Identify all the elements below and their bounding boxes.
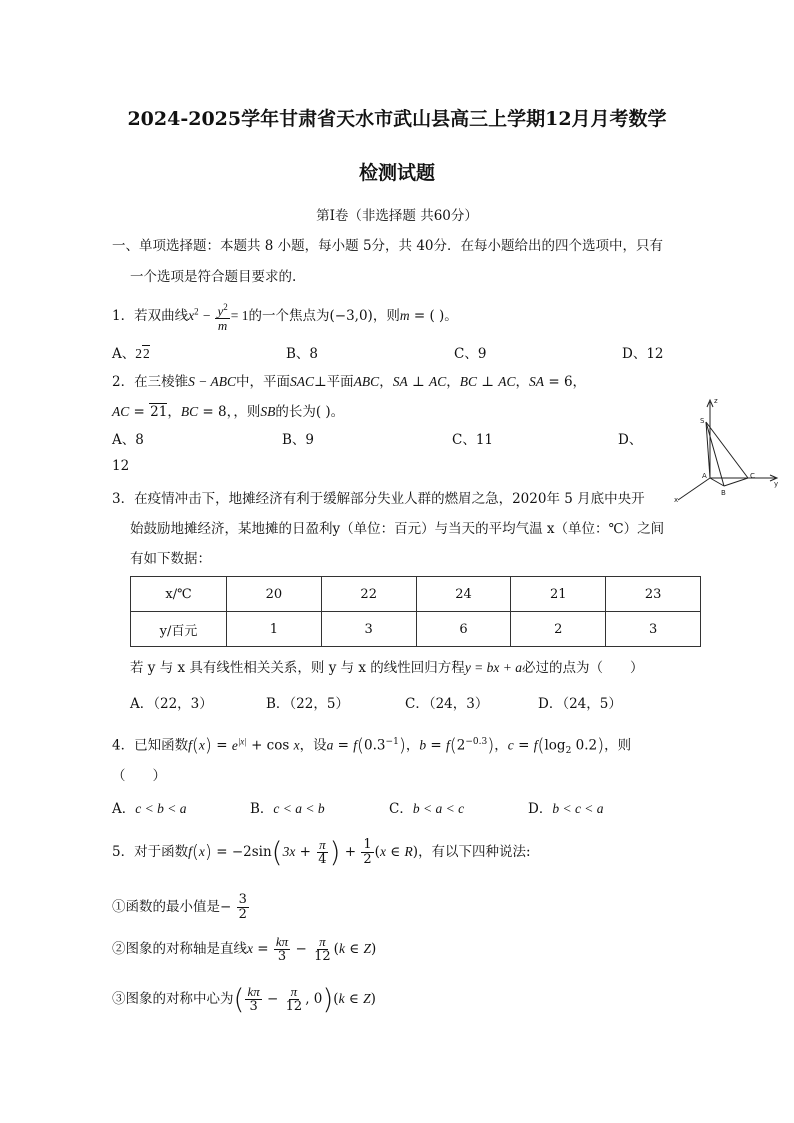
q2-option-a: A、8 bbox=[112, 432, 144, 448]
question-3-line2: 始鼓励地摊经济，某地摊的日盈利y（单位：百元）与当天的平均气温 x（单位：℃）之间 bbox=[130, 521, 665, 537]
question-5: 5．对于函数f(x) = −2sin(3x + $\frac{\pi}{4}$ ) + $\frac{1}{2}$ (x ∈ R)，有以下四种说法: bbox=[112, 835, 531, 869]
q2-option-b: B、9 bbox=[282, 432, 315, 448]
q2-option-d-value: 12 bbox=[112, 458, 130, 474]
question-2-line2: AC = 21，BC = 8，，则SB的长为( )。 bbox=[112, 404, 345, 420]
question-1: 1．若双曲线$x^2$ − $\frac{y^2}{m}$ = 1的一个焦点为(−3,0)，则m = ( )。 bbox=[112, 302, 458, 334]
table-cell: 2 bbox=[511, 612, 606, 647]
label-y: y bbox=[774, 480, 779, 488]
label-x: x bbox=[674, 496, 679, 504]
x-axis bbox=[678, 478, 710, 500]
page-title-line2: 检测试题 bbox=[358, 162, 435, 184]
q4-option-c: C．b < a < c bbox=[389, 801, 465, 817]
q4-option-b: B．c < a < b bbox=[250, 801, 325, 817]
table-cell: 20 bbox=[227, 577, 322, 612]
label-b: B bbox=[721, 489, 726, 497]
question-3-line3: 有如下数据： bbox=[130, 551, 211, 567]
q2-option-d: D、 bbox=[618, 432, 643, 448]
q1-var: m bbox=[399, 307, 410, 323]
q1-option-c: C、9 bbox=[454, 346, 487, 362]
question-2-line1: 2．在三棱锥S − ABC中，平面SAC⊥平面ABC，SA ⊥ AC，BC ⊥ AC，SA = 6， bbox=[112, 374, 587, 390]
table-header-cell: x/℃ bbox=[131, 577, 227, 612]
pyramid-figure bbox=[664, 394, 782, 504]
table-cell: 24 bbox=[416, 577, 511, 612]
label-s: S bbox=[700, 417, 705, 425]
statement-1: ①函数的最小值是− $\frac{3}{2}$ bbox=[112, 892, 247, 922]
question-3-line1: 3．在疫情冲击下，地摊经济有利于缓解部分失业人群的燃眉之急，2020年 5 月底中央开 bbox=[112, 491, 645, 507]
edge-sc bbox=[706, 422, 748, 478]
table-row bbox=[131, 577, 701, 612]
section-heading: 第Ⅰ卷（非选择题 共60分） bbox=[316, 208, 478, 224]
part-heading-cont: 一个选项是符合题目要求的. bbox=[130, 269, 297, 285]
q3-option-a: A．（22，3） bbox=[130, 696, 213, 712]
q3-question: 若 y 与 x 具有线性相关关系，则 y 与 x 的线性回归方程y = bx + a必过的点为（ ） bbox=[130, 660, 644, 676]
q1-mid: 的一个焦点为 bbox=[248, 307, 330, 324]
page-title: 2024-2025学年甘肃省天水市武山县高三上学期12月月考数学 bbox=[127, 108, 667, 130]
q4-option-a: A．c < b < a bbox=[112, 801, 187, 817]
q3-option-b: B．（22，5） bbox=[266, 696, 349, 712]
q1-option-b: B、8 bbox=[286, 346, 319, 362]
table-cell: 22 bbox=[321, 577, 416, 612]
table-cell: 1 bbox=[227, 612, 322, 647]
data-table bbox=[130, 576, 701, 647]
q3-option-d: D．（24，5） bbox=[538, 696, 622, 712]
table-cell: 3 bbox=[606, 612, 701, 647]
question-4: 4．已知函数$f(x) = e^{|x|} + \cos x$，设$a = f(0.3^{-1})$，$b = f(2^{-0.3})$，$c = f(\log_2$ 0.2)，则 bbox=[112, 735, 632, 757]
q1-option-a: A、22 bbox=[112, 346, 150, 362]
table-cell: 23 bbox=[606, 577, 701, 612]
q4-option-d: D．b < c < a bbox=[528, 801, 604, 817]
q1-point: (−3,0) bbox=[329, 307, 373, 324]
label-c: C bbox=[750, 472, 755, 480]
part-heading: 一、单项选择题：本题共 8 小题，每小题 5分，共 40分．在每小题给出的四个选项中，只有 bbox=[112, 238, 664, 254]
q1-option-d: D、12 bbox=[622, 346, 664, 362]
q1-ask: ( )。 bbox=[429, 307, 458, 324]
statement-2: ②图象的对称轴是直线x = $\frac{k\pi}{3}$ − $\frac{\pi}{12}$ (k ∈ Z) bbox=[112, 934, 377, 964]
q1-suffix: ，则 bbox=[372, 307, 400, 324]
q2-option-c: C、11 bbox=[452, 432, 494, 448]
table-row bbox=[131, 612, 701, 647]
label-a: A bbox=[702, 472, 707, 480]
q4-paren: （ ） bbox=[112, 768, 166, 784]
label-z: z bbox=[714, 397, 718, 405]
table-cell: 3 bbox=[321, 612, 416, 647]
q3-option-c: C．（24，3） bbox=[405, 696, 489, 712]
table-header-cell: y/百元 bbox=[131, 612, 227, 647]
table-cell: 21 bbox=[511, 577, 606, 612]
q1-prefix: 1．若双曲线 bbox=[112, 307, 189, 324]
q1-equation: $x^2$ − $\frac{y^2}{m}$ = 1 bbox=[188, 302, 249, 334]
edge-bc bbox=[724, 478, 748, 486]
statement-3: ③图象的对称中心为( $\frac{k\pi}{3}$ − $\frac{\pi}{12}$ , 0)(k ∈ Z) bbox=[112, 982, 376, 1016]
table-cell: 6 bbox=[416, 612, 511, 647]
